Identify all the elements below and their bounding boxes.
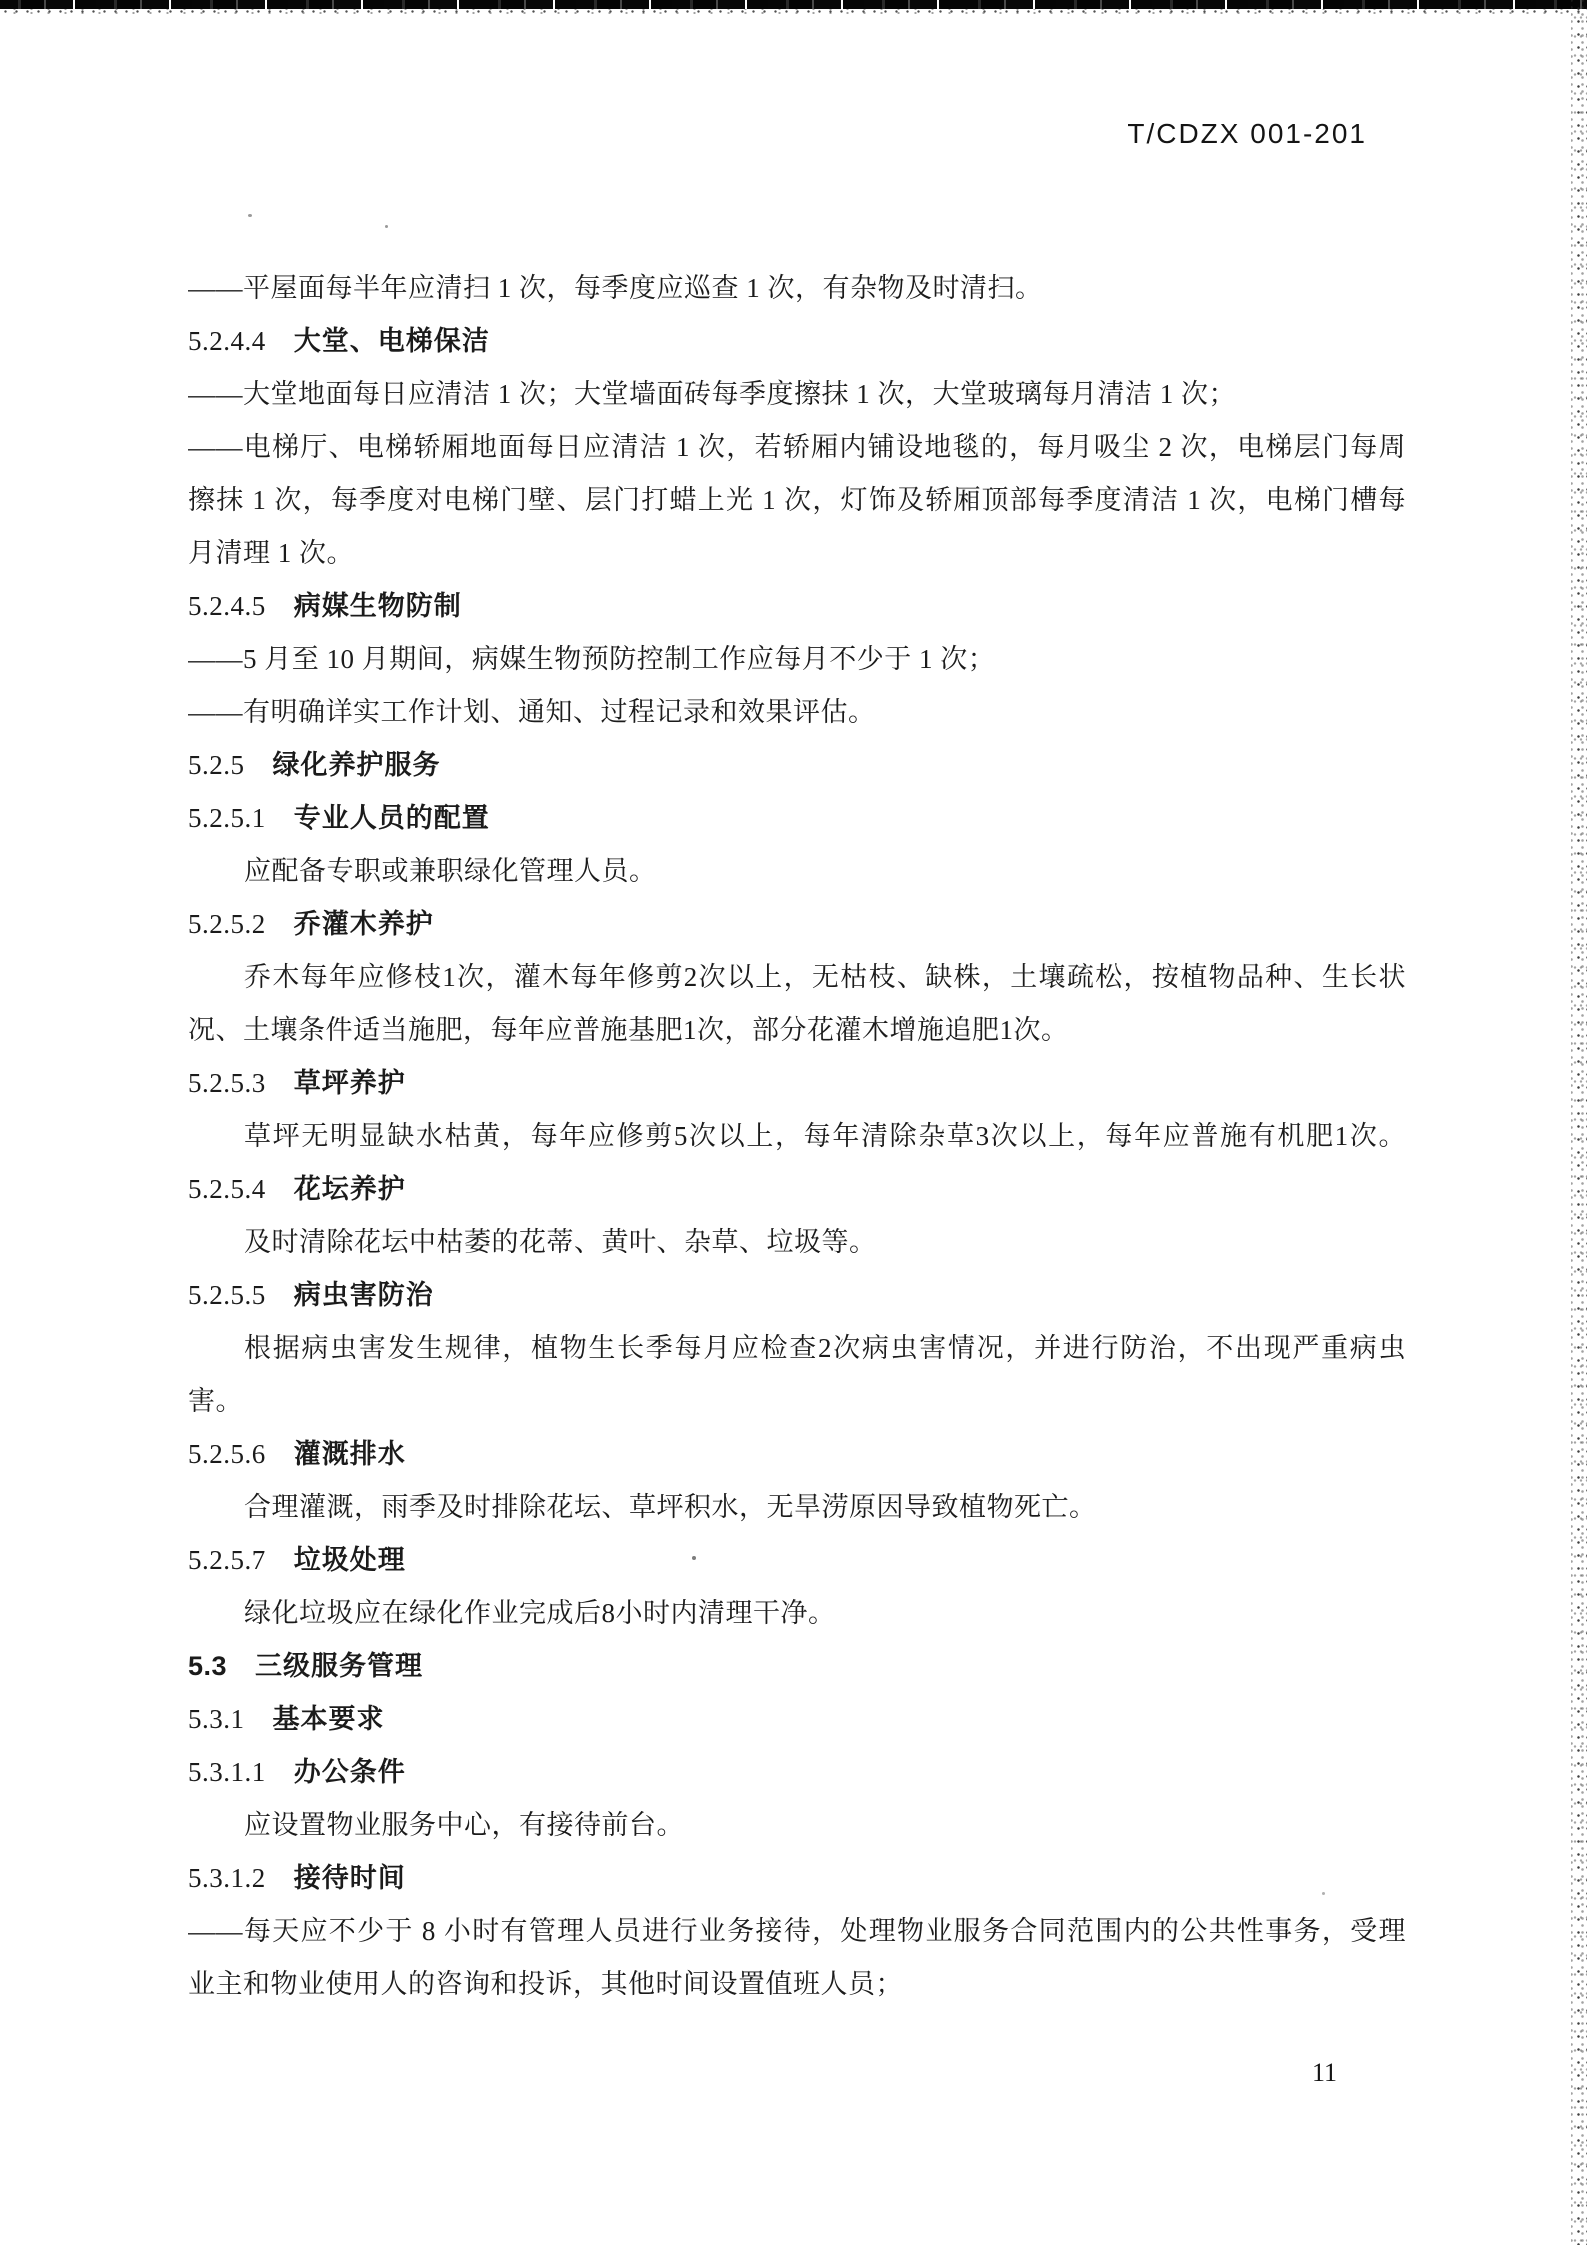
- document-line: [188, 1163, 1406, 1216]
- clause-number: 5.2.5.6: [188, 1439, 266, 1469]
- page-number: 11: [1311, 2058, 1337, 2087]
- document-line: ——5 月至 10 月期间，病媒生物预防控制工作应每月不少于 1 次；: [188, 644, 996, 674]
- clause-number: 5.3.1.2: [188, 1863, 266, 1893]
- document-line: [188, 1640, 1406, 1693]
- document-line: [188, 1746, 1406, 1799]
- clause-number: 5.2.5.7: [188, 1545, 266, 1575]
- document-line: 乔木每年应修枝1次，灌木每年修剪2次以上，无枯枝、缺株，土壤疏松，按植物品种、生长状: [244, 962, 1406, 992]
- document-line: [188, 898, 1406, 951]
- document-code-header: T/CDZX 001-201: [1127, 118, 1367, 149]
- document-line: 草坪无明显缺水枯黄，每年应修剪5次以上，每年清除杂草3次以上，每年应普施有机肥1次。: [244, 1121, 1406, 1151]
- document-line: [188, 1852, 1406, 1905]
- clause-number: 5.3: [188, 1651, 228, 1681]
- document-line: [188, 315, 1406, 368]
- document-line: ——平屋面每半年应清扫 1 次，每季度应巡查 1 次，有杂物及时清扫。: [188, 273, 1043, 303]
- document-line: ——电梯厅、电梯轿厢地面每日应清洁 1 次，若轿厢内铺设地毯的，每月吸尘 2 次，电梯层门每周: [188, 432, 1406, 462]
- scan-speck: [385, 225, 388, 228]
- document-line: ——有明确详实工作计划、通知、过程记录和效果评估。: [188, 697, 876, 727]
- document-line: [188, 1428, 1406, 1481]
- clause-title: 大堂、电梯保洁: [293, 326, 490, 356]
- clause-title: 病虫害防治: [293, 1280, 434, 1310]
- document-line: [188, 1057, 1406, 1110]
- document-line: ——每天应不少于 8 小时有管理人员进行业务接待，处理物业服务合同范围内的公共性事务，受理: [188, 1916, 1406, 1946]
- clause-title: 花坛养护: [293, 1174, 406, 1204]
- clause-number: 5.2.4.4: [188, 326, 266, 356]
- document-line: 应设置物业服务中心，有接待前台。: [244, 1810, 684, 1840]
- document-line: 月清理 1 次。: [188, 538, 354, 568]
- clause-title: 接待时间: [293, 1863, 406, 1893]
- document-line: 况、土壤条件适当施肥，每年应普施基肥1次，部分花灌木增施追肥1次。: [188, 1015, 1069, 1045]
- document-line: 应配备专职或兼职绿化管理人员。: [244, 856, 657, 886]
- document-body: [188, 262, 1406, 2011]
- clause-number: 5.2.5.1: [188, 803, 266, 833]
- clause-number: 5.2.4.5: [188, 591, 266, 621]
- clause-number: 5.2.5.4: [188, 1174, 266, 1204]
- document-line: 业主和物业使用人的咨询和投诉，其他时间设置值班人员；: [188, 1969, 903, 1999]
- scan-speck: [248, 214, 252, 217]
- clause-number: 5.2.5.5: [188, 1280, 266, 1310]
- document-line: [188, 792, 1406, 845]
- clause-title: 垃圾处理: [293, 1545, 406, 1575]
- document-line: [188, 1269, 1406, 1322]
- document-line: [188, 580, 1406, 633]
- clause-title: 专业人员的配置: [293, 803, 490, 833]
- clause-title: 绿化养护服务: [272, 750, 441, 780]
- document-line: 擦抹 1 次，每季度对电梯门壁、层门打蜡上光 1 次，灯饰及轿厢顶部每季度清洁 1 次，电梯门槽每: [188, 485, 1406, 515]
- document-line: ——大堂地面每日应清洁 1 次；大堂墙面砖每季度擦抹 1 次，大堂玻璃每月清洁 1 次；: [188, 379, 1236, 409]
- document-line: 害。: [188, 1386, 243, 1416]
- document-line: [188, 739, 1406, 792]
- clause-title: 草坪养护: [293, 1068, 406, 1098]
- document-line: 根据病虫害发生规律，植物生长季每月应检查2次病虫害情况，并进行防治，不出现严重病虫: [244, 1333, 1406, 1363]
- clause-number: 5.3.1.1: [188, 1757, 266, 1787]
- clause-number: 5.2.5.2: [188, 909, 266, 939]
- clause-number: 5.2.5.3: [188, 1068, 266, 1098]
- clause-title: 办公条件: [293, 1757, 406, 1787]
- clause-title: 灌溉排水: [293, 1439, 406, 1469]
- scan-noise-right-edge: [1571, 0, 1587, 2245]
- clause-title: 乔灌木养护: [293, 909, 434, 939]
- document-line: 合理灌溉，雨季及时排除花坛、草坪积水，无旱涝原因导致植物死亡。: [244, 1492, 1097, 1522]
- document-line: [188, 1693, 1406, 1746]
- document-line: 绿化垃圾应在绿化作业完成后8小时内清理干净。: [244, 1598, 836, 1628]
- clause-title: 三级服务管理: [255, 1651, 424, 1681]
- clause-number: 5.3.1: [188, 1704, 245, 1734]
- clause-title: 基本要求: [272, 1704, 385, 1734]
- scan-noise-top-edge: [0, 0, 1587, 9]
- document-line: [188, 1534, 1406, 1587]
- document-line: 及时清除花坛中枯萎的花蒂、黄叶、杂草、垃圾等。: [244, 1227, 877, 1257]
- clause-title: 病媒生物防制: [293, 591, 462, 621]
- clause-number: 5.2.5: [188, 750, 245, 780]
